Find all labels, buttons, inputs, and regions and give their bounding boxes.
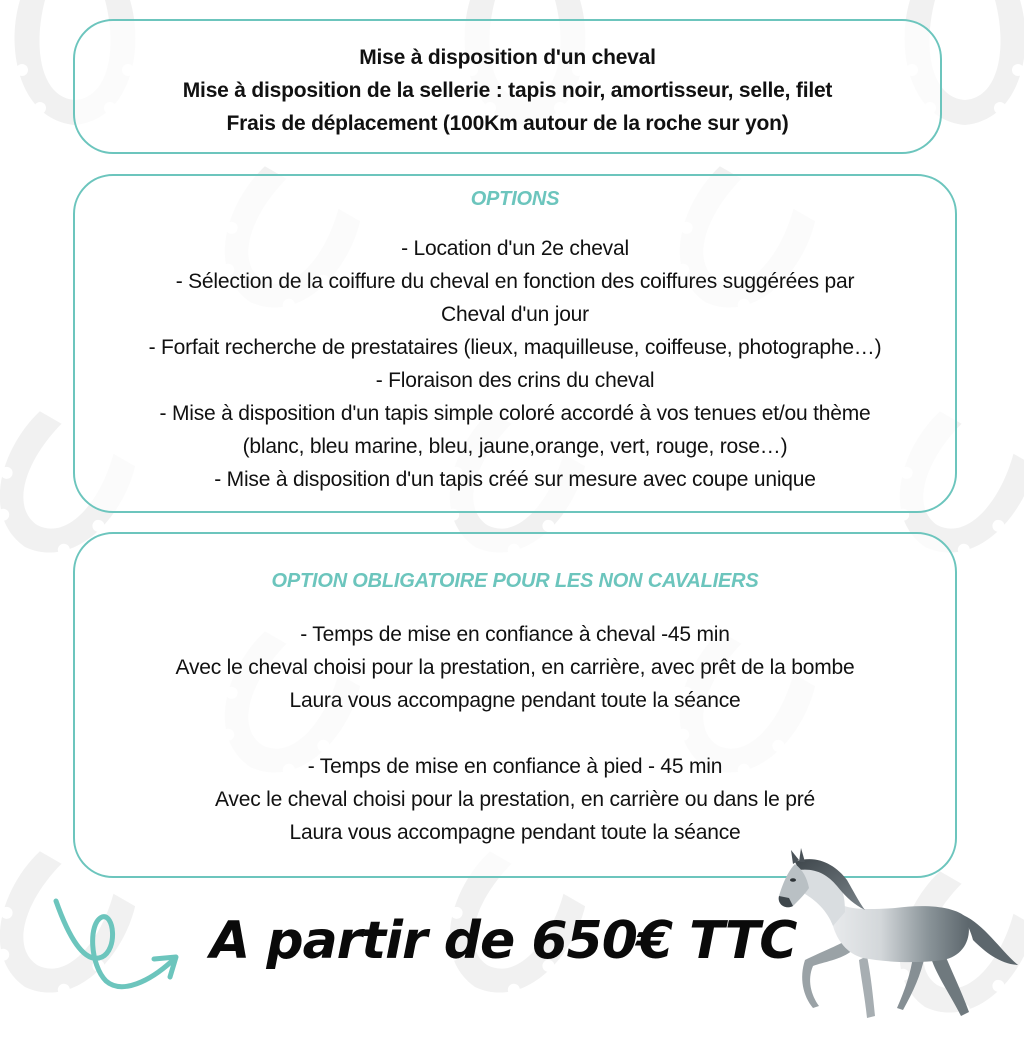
option-line: - Floraison des crins du cheval <box>375 369 655 392</box>
option-line: (blanc, bleu marine, bleu, jaune,orange, vert, rouge, rose…) <box>242 435 788 458</box>
mandatory-option-card <box>73 532 957 878</box>
option-line: - Forfait recherche de prestataires (lieux, maquilleuse, coiffeuse, photographe…) <box>148 336 882 359</box>
price-text: A partir de 650€ TTC <box>210 911 797 971</box>
mandatory-block-horseback <box>75 618 955 717</box>
mandatory-line: Laura vous accompagne pendant toute la séance <box>289 689 741 712</box>
spacer <box>75 717 955 750</box>
option-line: - Mise à disposition d'un tapis simple coloré accordé à vos tenues et/ou thème <box>159 402 871 425</box>
option-line: - Sélection de la coiffure du cheval en fonction des coiffures suggérées par <box>175 270 855 293</box>
mandatory-line: - Temps de mise en confiance à cheval -45 min <box>300 623 730 646</box>
option-line: - Mise à disposition d'un tapis créé sur mesure avec coupe unique <box>214 468 816 491</box>
options-title: OPTIONS <box>470 188 560 210</box>
curly-arrow-icon <box>50 895 190 995</box>
included-services-card <box>73 19 942 154</box>
option-line: - Location d'un 2e cheval <box>401 237 629 260</box>
mandatory-line: Avec le cheval choisi pour la prestation, en carrière ou dans le pré <box>214 788 816 811</box>
price-section <box>50 895 797 1005</box>
mandatory-block-on-foot <box>75 750 955 849</box>
included-line: Frais de déplacement (100Km autour de la roche sur yon) <box>226 112 789 135</box>
mandatory-option-title: OPTION OBLIGATOIRE POUR LES NON CAVALIERS <box>271 570 759 592</box>
included-line: Mise à disposition d'un cheval <box>359 46 656 69</box>
mandatory-line: - Temps de mise en confiance à pied - 45 min <box>307 755 723 778</box>
included-line: Mise à disposition de la sellerie : tapis noir, amortisseur, selle, filet <box>182 79 833 102</box>
mandatory-line: Laura vous accompagne pendant toute la séance <box>289 821 741 844</box>
options-card <box>73 174 957 513</box>
mandatory-line: Avec le cheval choisi pour la prestation, en carrière, avec prêt de la bombe <box>175 656 855 679</box>
option-line: Cheval d'un jour <box>441 303 589 326</box>
horse-illustration <box>775 840 1024 1024</box>
